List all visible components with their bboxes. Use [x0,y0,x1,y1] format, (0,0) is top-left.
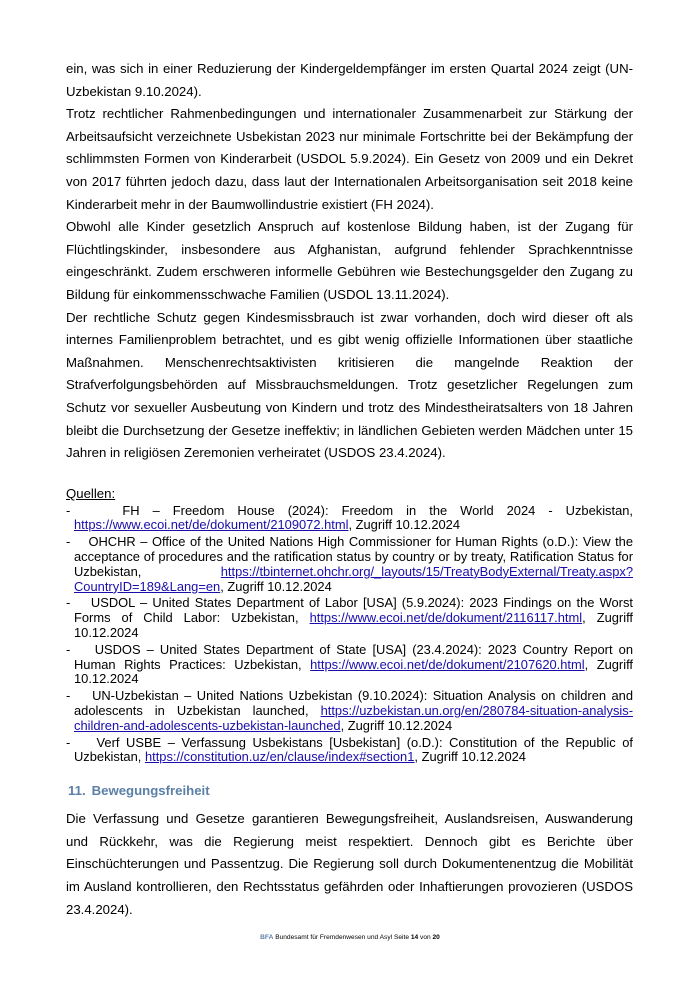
source-text: UN-Uzbekistan – United Nations Uzbekistan (9.10.2024): Situation Analysis on children and adolescents in Uzbekistan launched, [74,688,633,719]
section-paragraph: Die Verfassung und Gesetze garantieren Bewegungsfreiheit, Auslandsreisen, Auswanderung und Rückkehr, was die Regierung meist respektiert. Dennoch gibt es Berichte über Einschüchterungen und Passentzug. Die Regierung soll durch Dokumentenentzug die Mobilität im Ausland kontrollieren, den Rechtsstatus gefährden oder Inhaftierungen provozieren (USDOS 23.4.2024). [66,811,633,917]
footer-page-word: Seite [393,934,409,941]
footer-page-total: 20 [432,934,440,941]
section-title: Bewegungsfreiheit [91,783,210,799]
footer-page-number: 14 [410,934,419,941]
section-heading [66,783,633,798]
source-text: USDOS – United States Department of State [USA] (23.4.2024): 2023 Country Report on Human Rights Practices: Uzbekistan, [74,641,633,672]
paragraph-3: Obwohl alle Kinder gesetzlich Anspruch auf kostenlose Bildung haben, ist der Zugang für Flüchtlingskinder, insbesondere aus Afghanistan, aufgrund fehlender Sprachkenntnisse eingeschränkt. Zudem erschweren informelle Gebühren wie Bestechungsgelder den Zugang zu Bildung für einkommensschwache Familien (USDOL 13.11.2024). [66,219,633,302]
source-link[interactable]: https://uzbekistan.un.org/en/280784-situation-analysis-children-and-adolescents-uzbekistan-launched [74,703,633,733]
page-footer [0,934,700,941]
source-text: USDOL – United States Department of Labor [USA] (5.9.2024): 2023 Findings on the Worst Forms of Child Labor: Uzbekistan, [74,595,633,626]
source-link[interactable]: https://www.ecoi.net/de/dokument/2107620.html [310,656,585,672]
source-item-un-uzbekistan [66,689,633,733]
source-access-date: , Zugriff 10.12.2024 [348,517,461,533]
source-access-date: , Zugriff 10.12.2024 [74,656,633,687]
sources-heading: Quellen: [66,485,116,501]
paragraph-1: ein, was sich in einer Reduzierung der Kindergeldempfänger im ersten Quartal 2024 zeigt (UN-Uzbekistan 9.10.2024). [66,61,633,99]
source-item-verf-usbe [66,736,633,766]
source-bullet: - [66,595,71,611]
source-bullet: - [66,502,71,518]
source-link[interactable]: https://www.ecoi.net/de/dokument/2116117.html [309,610,583,626]
sources-list [66,504,633,766]
source-bullet: - [66,641,71,657]
source-bullet: - [66,734,71,750]
source-item-usdos [66,643,633,687]
source-access-date: , Zugriff 10.12.2024 [340,717,453,733]
paragraph-4: Der rechtliche Schutz gegen Kindesmissbrauch ist zwar vorhanden, doch wird dieser oft als internes Familienproblem betrachtet, und es gibt wenig offizielle Informationen über staatliche Maßnahmen. Menschenrechtsaktivisten kritisieren die mangelnde Reaktion der Strafverfolgungsbehörden auf Missbrauchsmeldungen. Trotz gesetzlicher Regelungen zum Schutz vor sexueller Ausbeutung von Kindern und trotz des Mindestheiratsalters von 18 Jahren bleibt die Durchsetzung der Gesetze ineffektiv; in ländlichen Gebieten werden Mädchen unter 15 Jahren in religiösen Zeremonien verheiratet (USDOS 23.4.2024). [66,309,633,461]
source-access-date: , Zugriff 10.12.2024 [220,578,332,594]
footer-of-word: von [420,934,431,941]
section-number: 11. [68,783,86,799]
source-access-date: , Zugriff 10.12.2024 [414,749,526,765]
footer-agency: Bundesamt für Fremdenwesen und Asyl [275,934,393,941]
footer-brand: BFA [260,934,274,941]
source-bullet: - [66,688,71,704]
source-link[interactable]: https://tbinternet.ohchr.org/_layouts/15/TreatyBodyExternal/Treaty.aspx?CountryID=189&Lang=en [74,563,633,594]
source-text: OHCHR – Office of the United Nations High Commissioner for Human Rights (o.D.): View the acceptance of procedures and the ratification status by country or by treaty, Ratification Status for Uzbekistan, [74,534,634,579]
source-access-date: , Zugriff 10.12.2024 [74,610,634,641]
source-link[interactable]: https://constitution.uz/en/clause/index#section1 [144,749,415,765]
page-content [66,58,633,921]
paragraph-2: Trotz rechtlicher Rahmenbedingungen und internationaler Zusammenarbeit zur Stärkung der Arbeitsaufsicht verzeichnete Usbekistan 2023 nur minimale Fortschritte bei der Bekämpfung der schlimmsten Formen von Kinderarbeit (USDOL 5.9.2024). Ein Gesetz von 2009 und ein Dekret von 2017 führten jedoch dazu, dass laut der Internationalen Arbeitsorganisation seit 2018 keine Kinderarbeit mehr in der Baumwollindustrie existiert (FH 2024). [66,106,633,212]
source-item-usdol [66,596,633,640]
source-link[interactable]: https://www.ecoi.net/de/dokument/2109072.html [74,517,349,533]
source-item-ohchr [66,535,633,594]
source-text: FH – Freedom House (2024): Freedom in the World 2024 - Uzbekistan, [122,502,634,518]
source-text: Verf USBE – Verfassung Usbekistans [Usbekistan] (o.D.): Constitution of the Republic of Uzbekistan, [74,734,634,765]
source-item-fh [66,504,633,534]
source-bullet: - [66,534,71,550]
